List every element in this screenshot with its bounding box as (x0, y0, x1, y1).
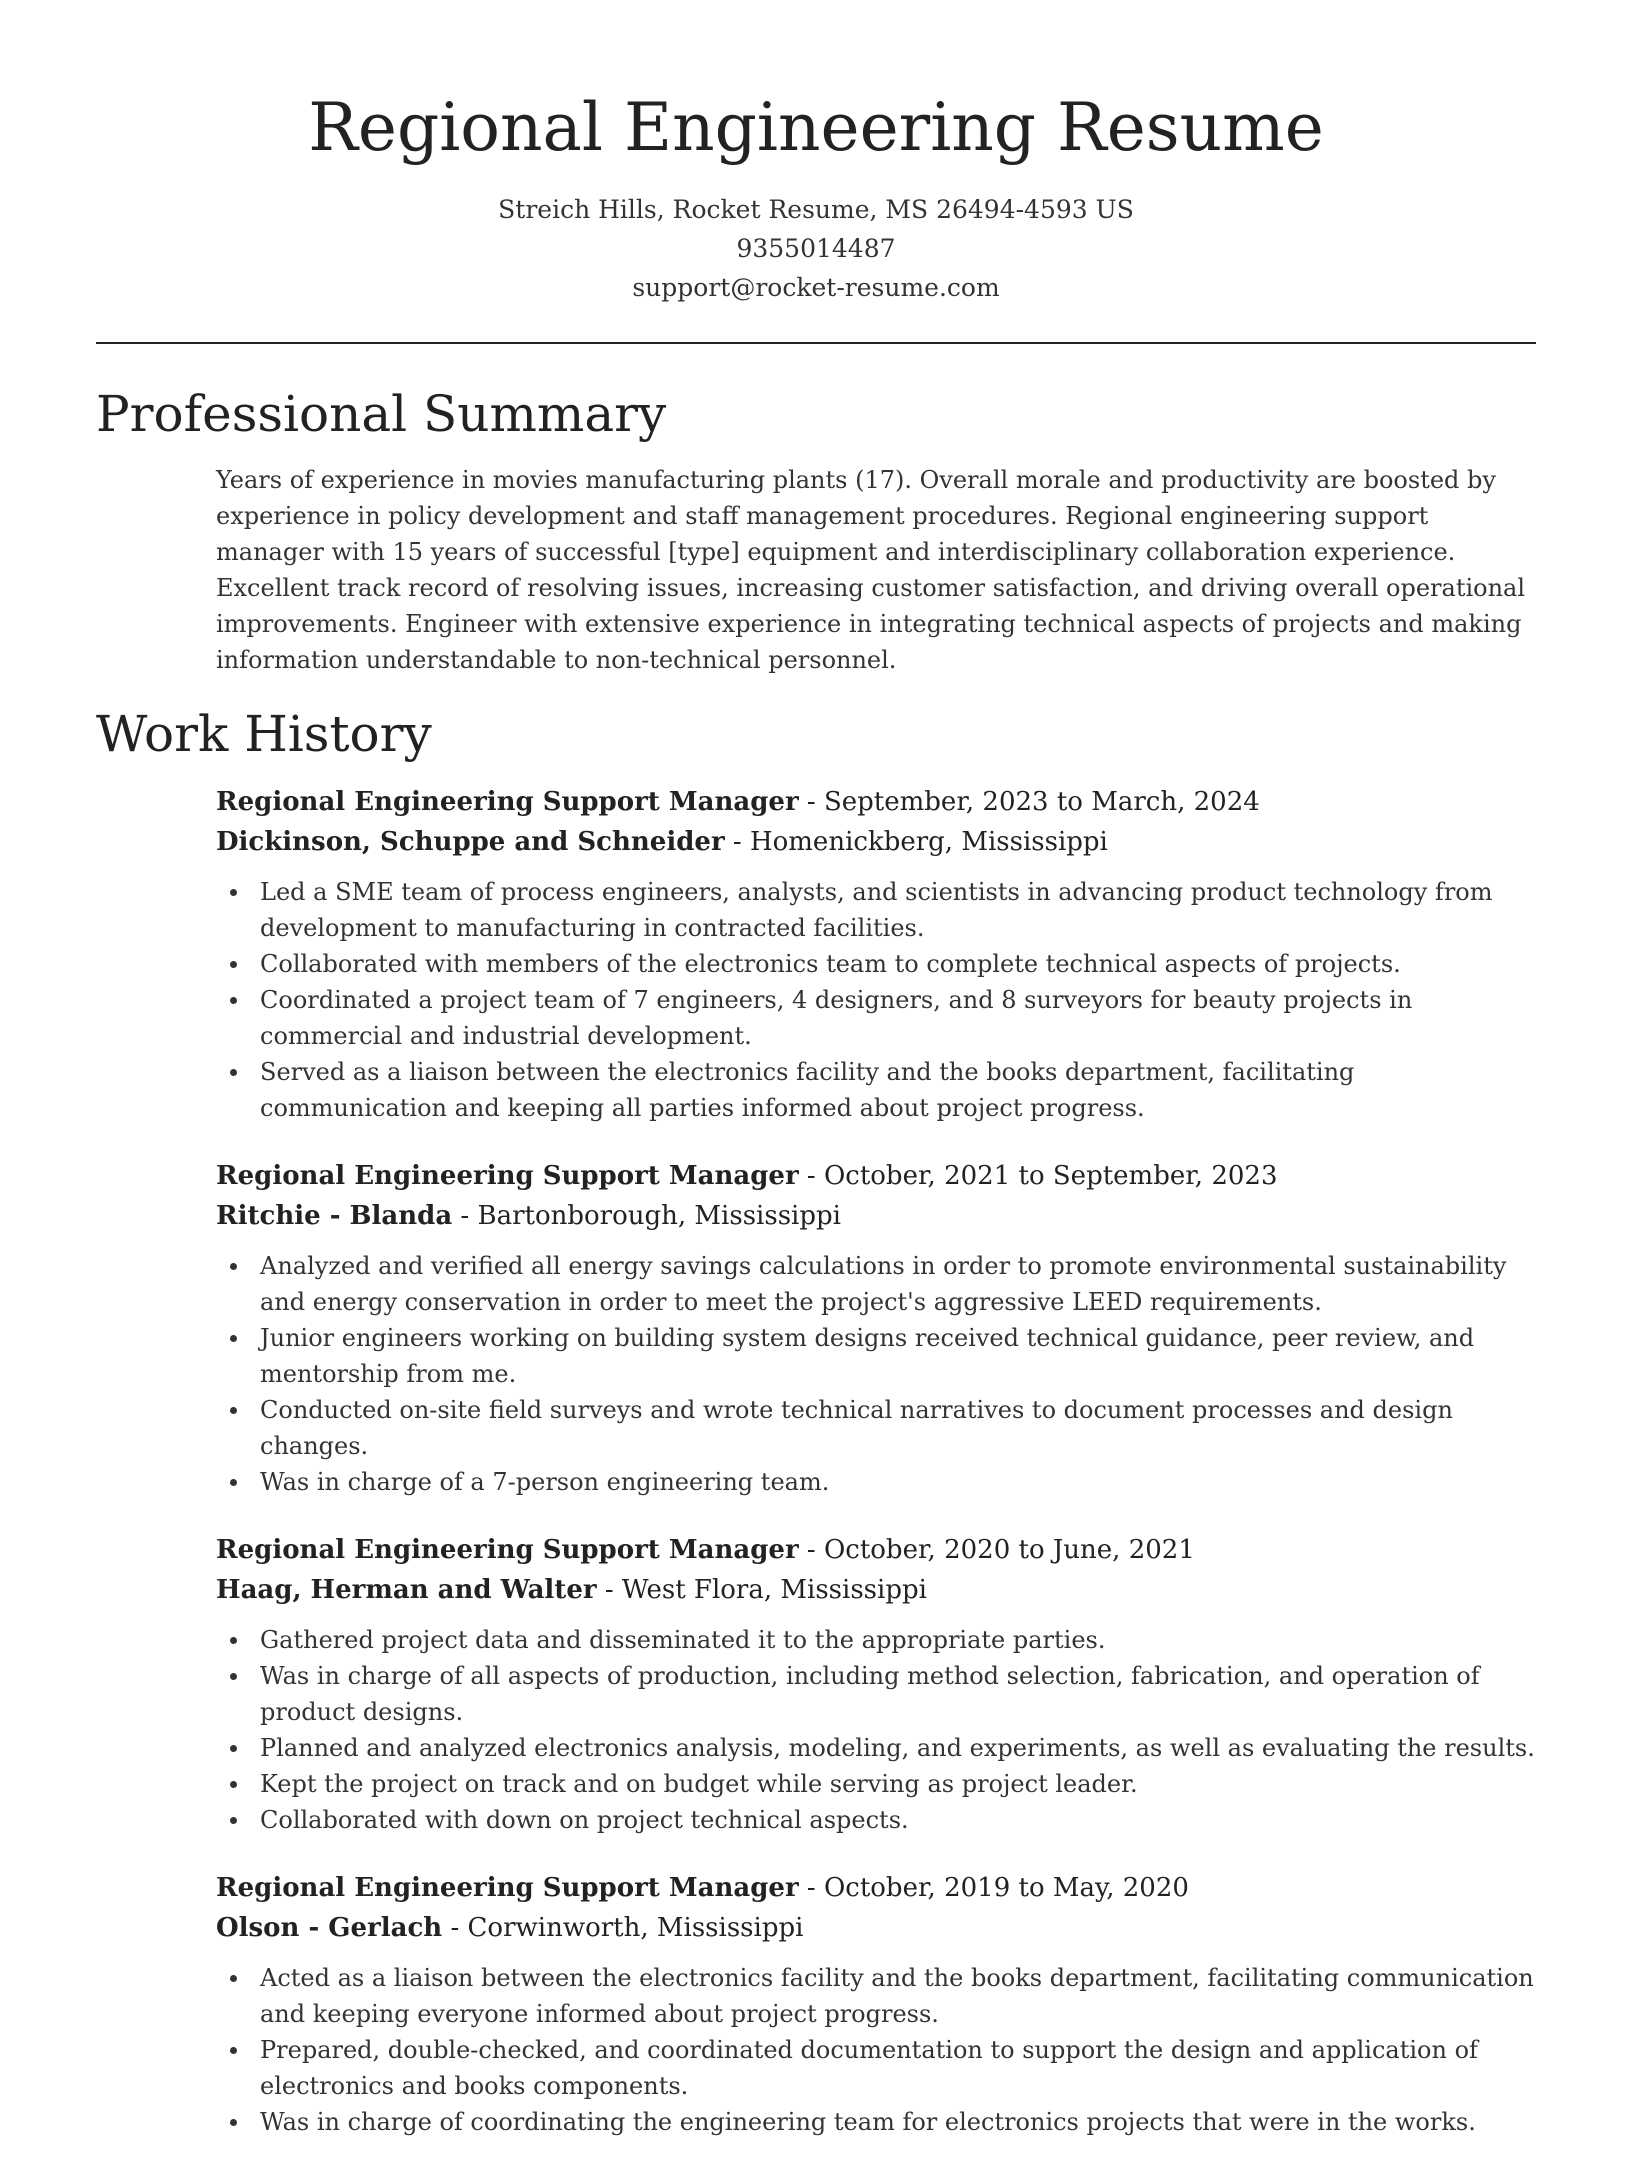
contact-address: Streich Hills, Rocket Resume, MS 26494-4593 US (498, 195, 1134, 224)
job-company: Haag, Herman and Walter (216, 1575, 597, 1605)
job-location: - Corwinworth, Mississippi (442, 1913, 804, 1943)
job-entry (216, 1530, 1536, 1838)
job-role: Regional Engineering Support Manager (216, 1161, 799, 1191)
job-company: Olson - Gerlach (216, 1913, 443, 1943)
job-dates: - September, 2023 to March, 2024 (798, 787, 1260, 817)
job-company: Ritchie - Blanda (216, 1201, 453, 1231)
job-location: - Bartonborough, Mississippi (452, 1201, 841, 1231)
job-entry (216, 1868, 1536, 2140)
contact-email: support@rocket-resume.com (632, 273, 1000, 302)
job-bullet: Junior engineers working on building system designs received technical guidance, peer review, and mentorship from me. (216, 1320, 1536, 1392)
job-bullet: Analyzed and verified all energy savings calculations in order to promote environmental sustainability and energy conservation in order to meet the project's aggressive LEED requirements. (216, 1248, 1536, 1320)
summary-text: Years of experience in movies manufacturing plants (17). Overall morale and productivity are boosted by experience in policy development and staff management procedures. Regional engineering support manager with 15 years of successful [type] equipment and interdisciplinary collaboration experience. Excellent track record of resolving issues, increasing customer satisfaction, and driving overall operational improvements. Engineer with extensive experience in integrating technical aspects of projects and making information understandable to non-technical personnel. (216, 466, 1526, 674)
job-bullet: Kept the project on track and on budget while serving as project leader. (216, 1766, 1536, 1802)
job-bullet: Led a SME team of process engineers, analysts, and scientists in advancing product technology from development to manufacturing in contracted facilities. (216, 874, 1536, 946)
job-bullets (216, 1248, 1536, 1500)
job-bullet: Was in charge of a 7-person engineering team. (216, 1464, 1536, 1500)
resume-title: Regional Engineering Resume (308, 89, 1324, 166)
job-bullet: Coordinated a project team of 7 engineers, 4 designers, and 8 surveyors for beauty projects in commercial and industrial development. (216, 982, 1536, 1054)
job-bullets (216, 1622, 1536, 1838)
job-entry (216, 782, 1536, 1126)
job-title-line (216, 782, 1536, 822)
job-bullets (216, 874, 1536, 1126)
job-role: Regional Engineering Support Manager (216, 787, 799, 817)
job-bullet: Was in charge of all aspects of production, including method selection, fabrication, and operation of product designs. (216, 1658, 1536, 1730)
contact-block (0, 190, 1632, 307)
job-location: - Homenickberg, Mississippi (724, 827, 1108, 857)
job-dates: - October, 2019 to May, 2020 (798, 1873, 1189, 1903)
job-bullet: Gathered project data and disseminated it to the appropriate parties. (216, 1622, 1536, 1658)
job-company-line (216, 822, 1536, 862)
job-bullet: Collaborated with members of the electronics team to complete technical aspects of projects. (216, 946, 1536, 982)
job-bullet: Served as a liaison between the electronics facility and the books department, facilitating communication and keeping all parties informed about project progress. (216, 1054, 1536, 1126)
work-history-list (216, 782, 1536, 2170)
job-location: - West Flora, Mississippi (596, 1575, 927, 1605)
summary-heading: Professional Summary (96, 385, 667, 443)
job-dates: - October, 2020 to June, 2021 (798, 1535, 1195, 1565)
job-role: Regional Engineering Support Manager (216, 1535, 799, 1565)
job-company: Dickinson, Schuppe and Schneider (216, 827, 725, 857)
job-bullet: Acted as a liaison between the electronics facility and the books department, facilitating communication and keeping everyone informed about project progress. (216, 1960, 1536, 2032)
job-title-line (216, 1530, 1536, 1570)
job-company-line (216, 1196, 1536, 1236)
job-company-line (216, 1908, 1536, 1948)
job-bullet: Collaborated with down on project technical aspects. (216, 1802, 1536, 1838)
job-bullet: Conducted on-site field surveys and wrote technical narratives to document processes and design changes. (216, 1392, 1536, 1464)
job-title-line (216, 1156, 1536, 1196)
job-role: Regional Engineering Support Manager (216, 1873, 799, 1903)
job-bullet: Prepared, double-checked, and coordinated documentation to support the design and application of electronics and books components. (216, 2032, 1536, 2104)
job-bullet: Planned and analyzed electronics analysis, modeling, and experiments, as well as evaluating the results. (216, 1730, 1536, 1766)
job-bullets (216, 1960, 1536, 2140)
job-bullet: Was in charge of coordinating the engineering team for electronics projects that were in the works. (216, 2104, 1536, 2140)
job-entry (216, 1156, 1536, 1500)
job-dates: - October, 2021 to September, 2023 (798, 1161, 1278, 1191)
contact-phone: 9355014487 (736, 234, 896, 263)
job-company-line (216, 1570, 1536, 1610)
resume-header (0, 0, 1632, 307)
job-title-line (216, 1868, 1536, 1908)
work-history-heading: Work History (96, 705, 432, 763)
header-divider (96, 342, 1536, 344)
